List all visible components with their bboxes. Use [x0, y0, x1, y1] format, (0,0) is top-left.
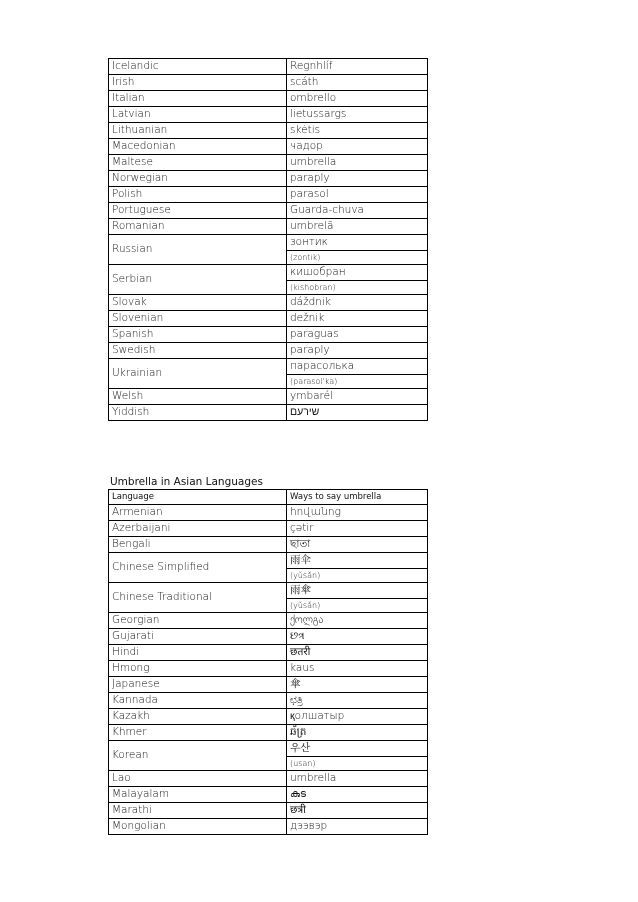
table-row	[109, 139, 428, 155]
language-cell: Chinese Traditional	[109, 583, 287, 613]
table-row	[109, 327, 428, 343]
language-cell: Japanese	[109, 677, 287, 693]
table-row	[109, 725, 428, 741]
word-cell: Guarda-chuva	[287, 203, 428, 219]
romanization-cell: (yǔsǎn)	[287, 569, 428, 583]
word-cell: зонтик	[287, 235, 428, 251]
table-row	[109, 677, 428, 693]
word-cell: umbrelă	[287, 219, 428, 235]
word-cell: парасолька	[287, 359, 428, 375]
language-cell: Korean	[109, 741, 287, 771]
word-cell: dáždnik	[287, 295, 428, 311]
table-row	[109, 629, 428, 645]
language-cell: Slovak	[109, 295, 287, 311]
language-cell: Serbian	[109, 265, 287, 295]
language-cell: Marathi	[109, 803, 287, 819]
language-cell: Hmong	[109, 661, 287, 677]
word-cell: հովանոց	[287, 505, 428, 521]
table-row	[109, 553, 428, 569]
romanization-cell: (parasol'ka)	[287, 375, 428, 389]
language-cell: Kazakh	[109, 709, 287, 725]
table-row	[109, 709, 428, 725]
word-cell: ombrello	[287, 91, 428, 107]
language-cell: Polish	[109, 187, 287, 203]
table-row	[109, 235, 428, 251]
table-row	[109, 123, 428, 139]
word-cell: 傘	[287, 677, 428, 693]
table-row	[109, 265, 428, 281]
table-header-row	[109, 490, 428, 505]
language-cell: Italian	[109, 91, 287, 107]
language-cell: Khmer	[109, 725, 287, 741]
table-row	[109, 107, 428, 123]
word-cell: kaus	[287, 661, 428, 677]
word-cell: കുട	[287, 787, 428, 803]
asian-languages-table	[108, 489, 428, 835]
header-language: Language	[109, 490, 287, 505]
language-cell: Norwegian	[109, 171, 287, 187]
word-cell: Regnhlíf	[287, 59, 428, 75]
table-row	[109, 91, 428, 107]
language-cell: Yiddish	[109, 405, 287, 421]
table-row	[109, 359, 428, 375]
section-title-asian: Umbrella in Asian Languages	[110, 476, 263, 488]
table-row	[109, 343, 428, 359]
table-row	[109, 59, 428, 75]
language-cell: Kannada	[109, 693, 287, 709]
language-cell: Russian	[109, 235, 287, 265]
word-cell: 우산	[287, 741, 428, 757]
language-cell: Macedonian	[109, 139, 287, 155]
language-cell: Maltese	[109, 155, 287, 171]
language-cell: Lithuanian	[109, 123, 287, 139]
language-cell: Swedish	[109, 343, 287, 359]
word-cell: 雨伞	[287, 553, 428, 569]
word-cell: dežnik	[287, 311, 428, 327]
language-cell: Armenian	[109, 505, 287, 521]
table-row	[109, 311, 428, 327]
language-cell: Azerbaijani	[109, 521, 287, 537]
romanization-cell: (kishobran)	[287, 281, 428, 295]
table-row	[109, 803, 428, 819]
table-row	[109, 155, 428, 171]
table-row	[109, 771, 428, 787]
word-cell: чадор	[287, 139, 428, 155]
european-languages-table	[108, 58, 428, 421]
table-row	[109, 171, 428, 187]
asian-table-body	[109, 505, 428, 835]
word-cell: umbrella	[287, 771, 428, 787]
table-row	[109, 645, 428, 661]
word-cell: кишобран	[287, 265, 428, 281]
word-cell: scáth	[287, 75, 428, 91]
word-cell: қолшатыр	[287, 709, 428, 725]
language-cell: Romanian	[109, 219, 287, 235]
table-row	[109, 787, 428, 803]
word-cell: שירעם	[287, 405, 428, 421]
language-cell: Slovenian	[109, 311, 287, 327]
word-cell: ឆ័ត្រ	[287, 725, 428, 741]
language-cell: Bengali	[109, 537, 287, 553]
table-row	[109, 521, 428, 537]
language-cell: Latvian	[109, 107, 287, 123]
language-cell: Georgian	[109, 613, 287, 629]
table-row	[109, 741, 428, 757]
word-cell: છત્ર	[287, 629, 428, 645]
word-cell: дээвэр	[287, 819, 428, 835]
table-row	[109, 75, 428, 91]
word-cell: छतरी	[287, 645, 428, 661]
table-row	[109, 537, 428, 553]
word-cell: 雨傘	[287, 583, 428, 599]
table-row	[109, 295, 428, 311]
word-cell: lietussargs	[287, 107, 428, 123]
romanization-cell: (usan)	[287, 757, 428, 771]
word-cell: ಛತ್ರಿ	[287, 693, 428, 709]
language-cell: Chinese Simplified	[109, 553, 287, 583]
word-cell: skėtis	[287, 123, 428, 139]
word-cell: parasol	[287, 187, 428, 203]
word-cell: paraply	[287, 343, 428, 359]
word-cell: छत्री	[287, 803, 428, 819]
table-row	[109, 661, 428, 677]
language-cell: Hindi	[109, 645, 287, 661]
table-row	[109, 583, 428, 599]
table-row	[109, 405, 428, 421]
header-ways: Ways to say umbrella	[287, 490, 428, 505]
language-cell: Portuguese	[109, 203, 287, 219]
language-cell: Lao	[109, 771, 287, 787]
table-row	[109, 505, 428, 521]
word-cell: ქოლგა	[287, 613, 428, 629]
romanization-cell: (zontik)	[287, 251, 428, 265]
language-cell: Gujarati	[109, 629, 287, 645]
word-cell: ছাতা	[287, 537, 428, 553]
word-cell: umbrella	[287, 155, 428, 171]
table-row	[109, 219, 428, 235]
word-cell: paraguas	[287, 327, 428, 343]
table-row	[109, 819, 428, 835]
table-row	[109, 613, 428, 629]
language-cell: Mongolian	[109, 819, 287, 835]
language-cell: Ukrainian	[109, 359, 287, 389]
romanization-cell: (yǔsǎn)	[287, 599, 428, 613]
word-cell: paraply	[287, 171, 428, 187]
table-row	[109, 203, 428, 219]
word-cell: çətir	[287, 521, 428, 537]
table-row	[109, 693, 428, 709]
language-cell: Irish	[109, 75, 287, 91]
table-row	[109, 389, 428, 405]
table-row	[109, 187, 428, 203]
european-table-body	[109, 59, 428, 421]
language-cell: Malayalam	[109, 787, 287, 803]
word-cell: ymbarél	[287, 389, 428, 405]
language-cell: Welsh	[109, 389, 287, 405]
language-cell: Spanish	[109, 327, 287, 343]
language-cell: Icelandic	[109, 59, 287, 75]
